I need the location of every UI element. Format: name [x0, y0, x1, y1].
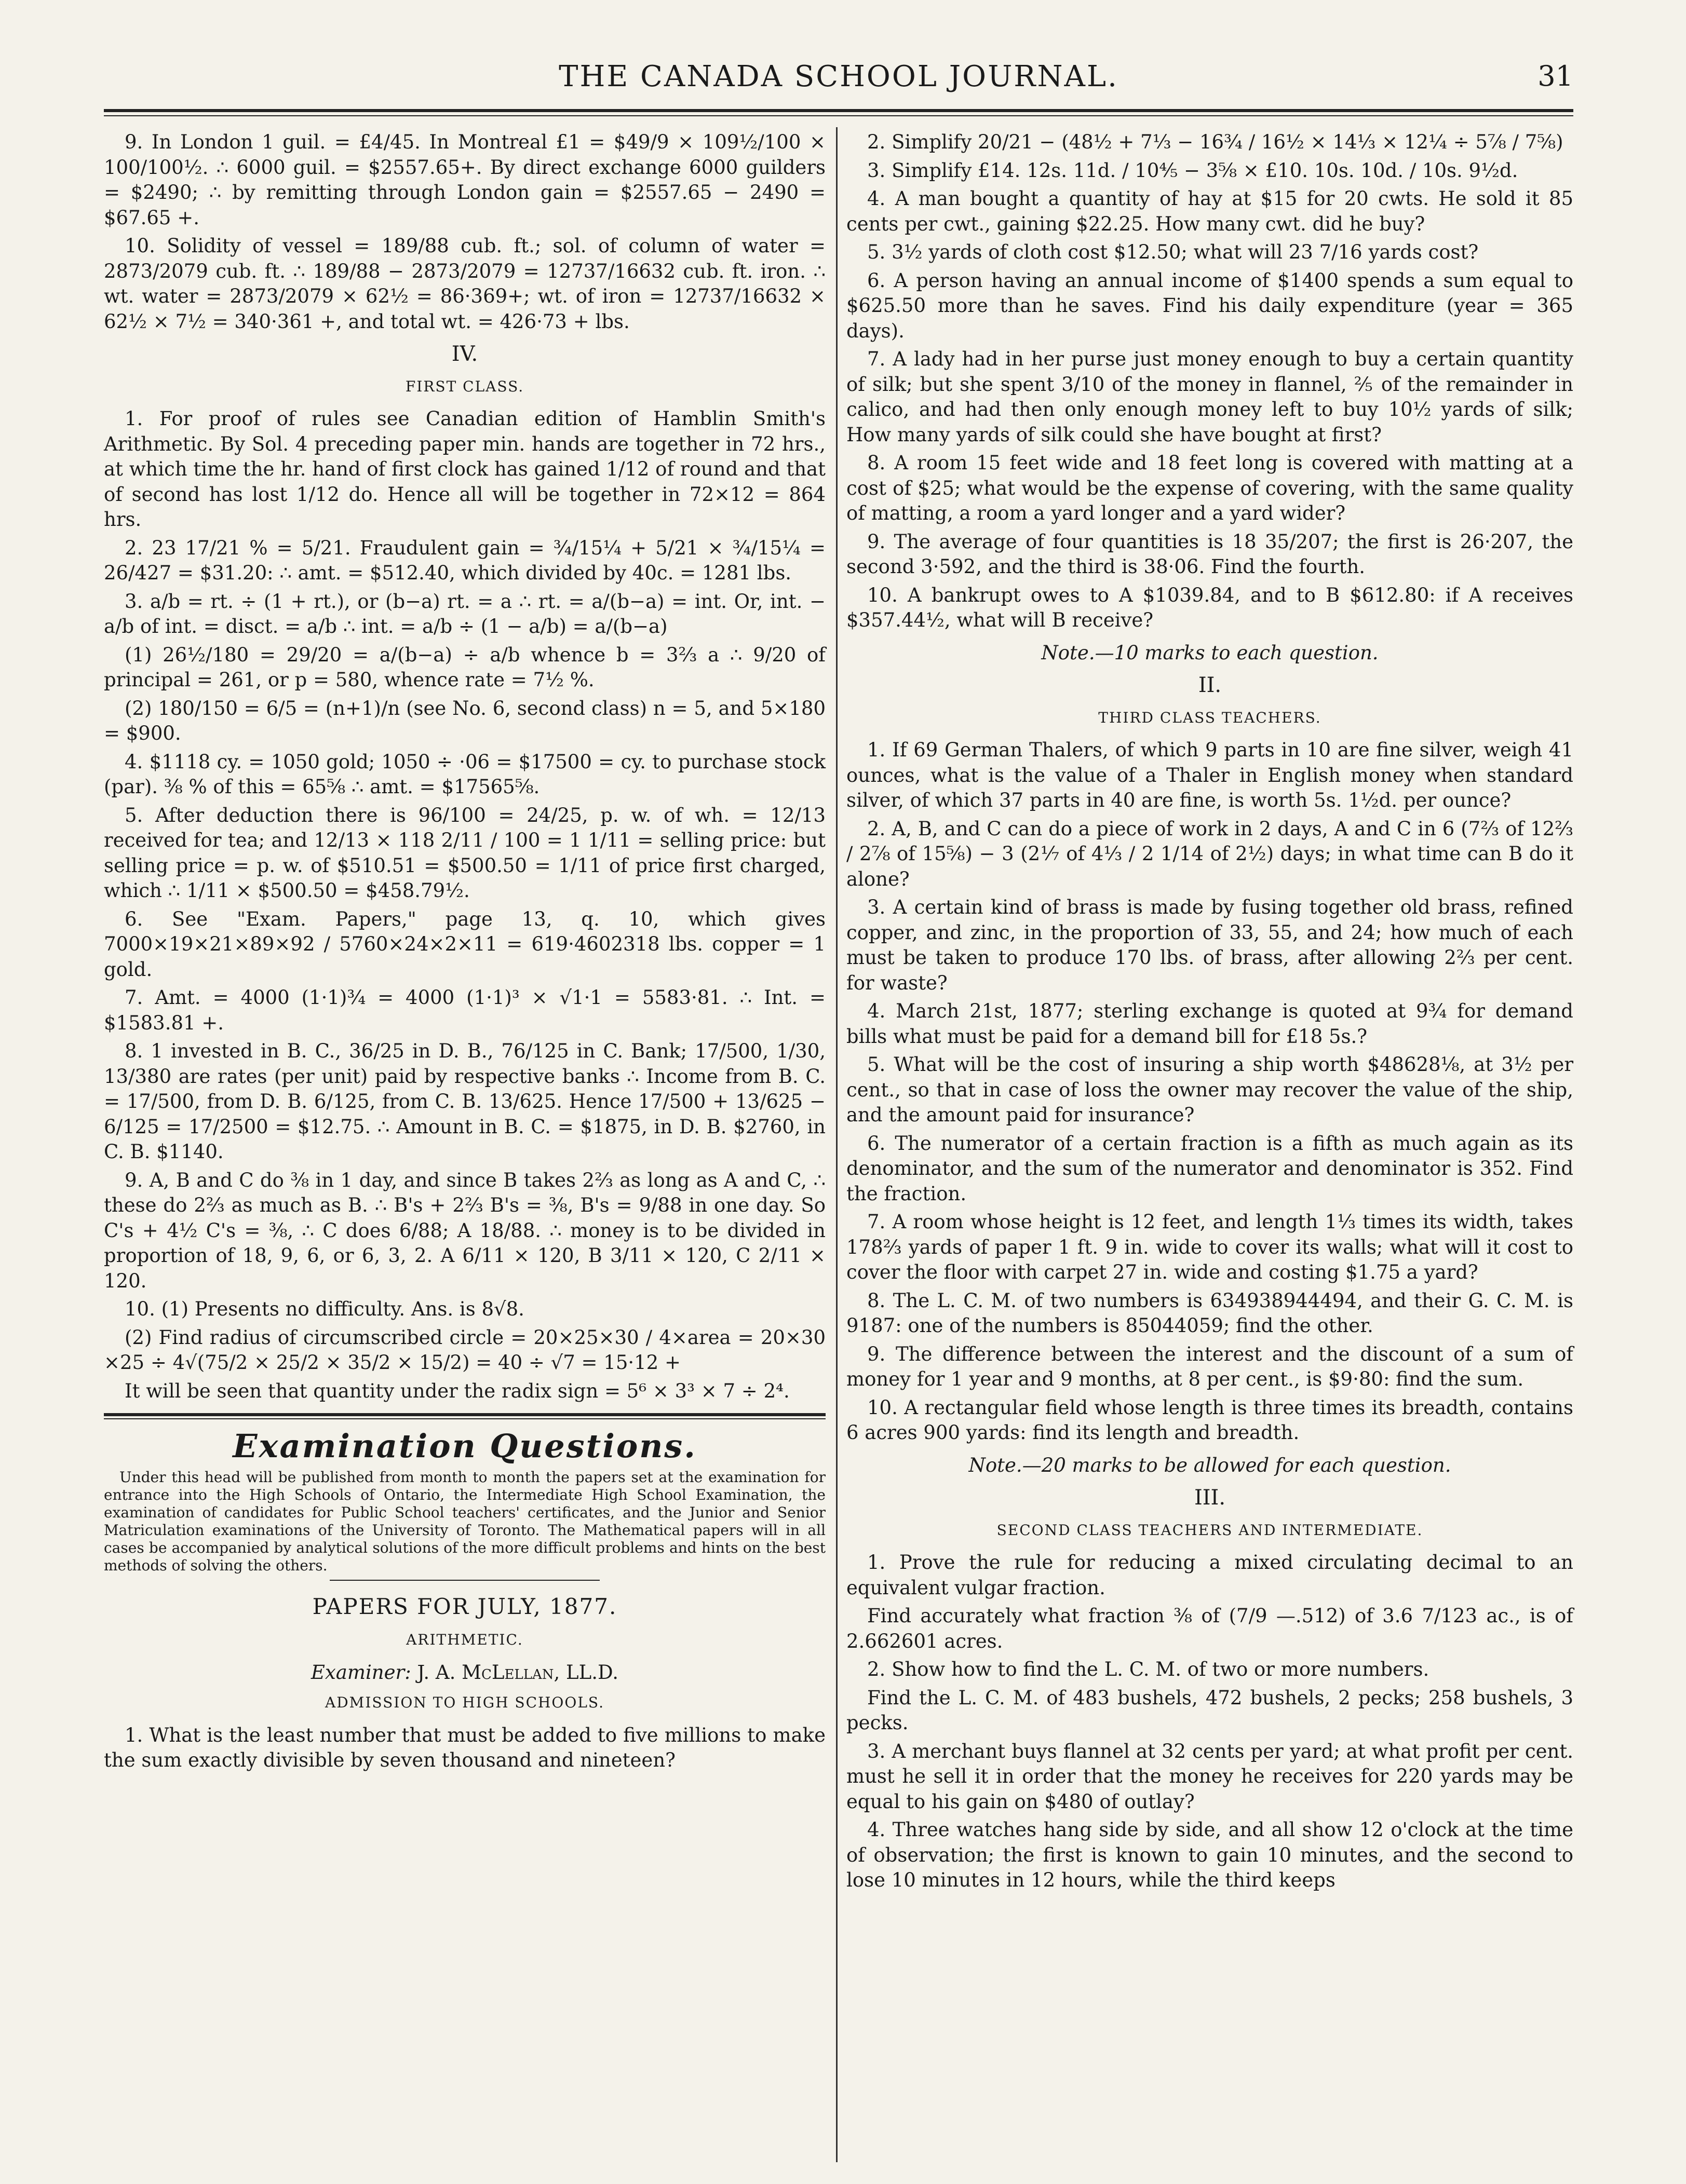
solution-iv-8: 8. 1 invested in B. C., 36/25 in D. B., 76/125 in C. Bank; 17/500, 1/30, 13/380 are rates (per unit) paid by respective banks ∴ Income from B. C. = 17/500, from D. B. 6/125, from C. B. 13/625. Hence 17/500 + 13/625 − 6/125 = 17/2500 = $12.75. ∴ Amount in B. C. = $1875, in D. B. $2760, in C. B. $1140.: [104, 1040, 826, 1163]
solution-iv-3: 3. a/b = rt. ÷ (1 + rt.), or (b−a) rt. = a ∴ rt. = a/(b−a) = int. Or, int. − a/b of int. = disct. = a/b ∴ int. = a/b ÷ (1 − a/b) = a/(b−a): [104, 590, 826, 637]
question-ii-2: 2. A, B, and C can do a piece of work in 2 days, A and C in 6 (7⅔ of 12⅔ / 2⅞ of 15⅝) − 3 (2⅐ of 4⅓ / 2 1/14 of 2½) days; in what time can B do it alone?: [846, 817, 1573, 890]
question-i-9: 9. The average of four quantities is 18 35/207; the first is 26·207, the second 3·592, and the third is 38·06. Find the fourth.: [846, 530, 1573, 578]
examiner-line: [104, 1660, 826, 1686]
header-rule-thin: [104, 115, 1573, 116]
page-header: [104, 60, 1573, 106]
header-rule: [104, 109, 1573, 112]
examiner-name: J. A. McLellan, LL.D.: [417, 1661, 619, 1684]
marks-note-2: [846, 1453, 1573, 1478]
question-ii-10: 10. A rectangular field whose length is three times its breadth, contains 6 acres 900 yards: find its length and breadth.: [846, 1396, 1573, 1444]
question-i-3: 3. Simplify £14. 12s. 11d. / 10⅘ − 3⅝ × £10. 10s. 10d. / 10s. 9½d.: [867, 159, 1518, 182]
question-ii-5: 5. What will be the cost of insuring a ship worth $48628⅛, at 3½ per cent., so that in case of loss the owner may recover the value of the ship, and the amount paid for insurance?: [846, 1053, 1573, 1126]
marks-note-1-text: Note.—10 marks to each question.: [1041, 641, 1379, 664]
section-rule: [104, 1413, 826, 1416]
question-ii-4: 4. March 21st, 1877; sterling exchange is quoted at 9¾ for demand bills what must be paid for a demand bill for £18 5s.?: [846, 1000, 1573, 1048]
question-ii-9: 9. The difference between the interest and the discount of a sum of money for 1 year and 9 months, at 8 per cent., is $9·80: find the sum.: [846, 1342, 1573, 1390]
examiner-label: Examiner:: [311, 1661, 411, 1684]
intro-rule: [330, 1580, 600, 1581]
question-i-8: 8. A room 15 feet wide and 18 feet long is covered with matting at a cost of $25; what would be the expense of covering, with the same quality of matting, a room a yard longer and a yard wider?: [846, 452, 1573, 524]
marks-note-1: [846, 641, 1573, 666]
solution-iv-2: 2. 23 17/21 % = 5/21. Fraudulent gain = ¾/15¼ + 5/21 × ¾/15¼ = 26/427 = $31.20: ∴ amt. = $512.40, which divided by 40c. = 1281 lbs.: [104, 536, 826, 584]
column-divider: [836, 127, 838, 2162]
examination-intro: Under this head will be published from month to month the papers set at the examination for entrance into the High Schools of Ontario, the Intermediate High School Examination, the examination of candidates for Public School teachers' certificates, and the Junior and Senior Matriculation examinations of the University of Toronto. The Mathematical papers will in all cases be accompanied by analytical solutions of the more difficult problems and hints on the best methods of solving the others.: [104, 1468, 826, 1574]
question-ii-8: 8. The L. C. M. of two numbers is 634938944494, and their G. C. M. is 9187: one of the numbers is 85044059; find the other.: [846, 1289, 1573, 1337]
solution-iv-10: 10. (1) Presents no difficulty. Ans. is 8√8.: [125, 1298, 524, 1320]
examination-questions-heading: Examination Questions.: [233, 1427, 697, 1465]
admission-heading: ADMISSION TO HIGH SCHOOLS.: [325, 1694, 604, 1711]
journal-title: THE CANADA SCHOOL JOURNAL.: [559, 60, 1118, 93]
page-number: 31: [1537, 60, 1573, 92]
question-ii-3: 3. A certain kind of brass is made by fusing together old brass, refined copper, and zinc, in the proportion of 33, 55, and 24; how much of each must be taken to produce 170 lbs. of brass, after allowing 2⅔ per cent. for waste?: [846, 896, 1573, 994]
question-iii-3: 3. A merchant buys flannel at 32 cents per yard; at what profit per cent. must he sell it in order that the money he receives for 220 yards may be equal to his gain on $480 of outlay?: [846, 1740, 1573, 1813]
question-iii-1b: Find accurately what fraction ⅜ of (7/9 —.512) of 3.6 7/123 ac., is of 2.662601 acres.: [846, 1605, 1573, 1652]
question-i-10: 10. A bankrupt owes to A $1039.84, and to B $612.80: if A receives $357.44½, what will B receive?: [846, 584, 1573, 631]
question-ii-1: 1. If 69 German Thalers, of which 9 parts in 10 are fine silver, weigh 41 ounces, what is the value of a Thaler in English money when standard silver, of which 37 parts in 40 are fine, is worth 5s. 1½d. per ounce?: [846, 739, 1573, 811]
section-heading-ii: II.: [1198, 673, 1222, 697]
solution-iv-10-3: It will be seen that quantity under the radix sign = 5⁶ × 3³ × 7 ÷ 2⁴.: [125, 1379, 790, 1402]
solution-iv-4: 4. $1118 cy. = 1050 gold; 1050 ÷ ·06 = $17500 = cy. to purchase stock (par). ⅜ % of this = 65⅝ ∴ amt. = $17565⅝.: [104, 750, 826, 798]
admission-question-1: 1. What is the least number that must be added to five millions to make the sum exactly divisible by seven thousand and nineteen?: [104, 1724, 826, 1771]
solution-iv-5: 5. After deduction there is 96/100 = 24/25, p. w. of wh. = 12/13 received for tea; and 12/13 × 118 2/11 / 100 = 1 1/11 = selling price: but selling price = p. w. of $510.51 = $500.50 = 1/11 of price first charged, which ∴ 1/11 × $500.50 = $458.79½.: [104, 804, 826, 902]
papers-heading: PAPERS FOR JULY, 1877.: [312, 1593, 617, 1619]
solution-iv-3-1: (1) 26½/180 = 29/20 = a/(b−a) ÷ a/b whence b = 3⅔ a ∴ 9/20 of principal = 261, or p = 580, whence rate = 7½ %.: [104, 643, 826, 691]
solution-iv-1: 1. For proof of rules see Canadian edition of Hamblin Smith's Arithmetic. By Sol. 4 preceding paper min. hands are together in 72 hrs., at which time the hr. hand of first clock has gained 1/12 of round and that of second has lost 1/12 do. Hence all will be together in 72×12 = 864 hrs.: [104, 408, 826, 531]
question-iii-2b: Find the L. C. M. of 483 bushels, 472 bushels, 2 pecks; 258 bushels, 3 pecks.: [846, 1686, 1573, 1734]
question-iii-2: 2. Show how to find the L. C. M. of two or more numbers.: [867, 1658, 1429, 1680]
question-i-7: 7. A lady had in her purse just money enough to buy a certain quantity of silk; but she spent 3/10 of the money in flannel, ⅖ of the remainder in calico, and had then only enough money left to buy 10½ yards of silk; How many yards of silk could she have bought at first?: [846, 348, 1573, 446]
arithmetic-heading: ARITHMETIC.: [406, 1631, 523, 1648]
solution-iv-9: 9. A, B and C do ⅜ in 1 day, and since B takes 2⅔ as long as A and C, ∴ these do 2⅔ as much as B. ∴ B's + 2⅔ B's = ⅜, B's = 9/88 in one day. So C's + 4½ C's = ⅜, ∴ C does 6/88; A 18/88. ∴ money is to be divided in proportion of 18, 9, 6, or 6, 3, 2. A 6/11 × 120, B 3/11 × 120, C 2/11 × 120.: [104, 1169, 826, 1292]
section-heading-iii: III.: [1194, 1486, 1226, 1510]
question-ii-7: 7. A room whose height is 12 feet, and length 1⅓ times its width, takes 178⅔ yards of paper 1 ft. 9 in. wide to cover its walls; what will it cost to cover the floor with carpet 27 in. wide and costing $1.75 a yard?: [846, 1211, 1573, 1283]
section-rule-thin: [104, 1418, 826, 1419]
third-class-heading: THIRD CLASS TEACHERS.: [1098, 709, 1321, 726]
section-heading-iv: IV.: [451, 342, 478, 366]
question-iii-1: 1. Prove the rule for reducing a mixed circulating decimal to an equivalent vulgar fraction.: [846, 1551, 1573, 1599]
question-i-5: 5. 3½ yards of cloth cost $12.50; what will 23 7/16 yards cost?: [867, 241, 1479, 263]
question-i-2: 2. Simplify 20/21 − (48½ + 7⅓ − 16¾ / 16½ × 14⅓ × 12¼ ÷ 5⅞ / 7⅝): [867, 131, 1563, 153]
left-column: [104, 130, 826, 1776]
right-column: [846, 130, 1573, 1896]
question-iii-4: 4. Three watches hang side by side, and all show 12 o'clock at the time of observation; the first is known to gain 10 minutes, and the second to lose 10 minutes in 12 hours, while the third keeps: [846, 1819, 1573, 1891]
first-class-heading: FIRST CLASS.: [405, 377, 524, 395]
solution-iv-7: 7. Amt. = 4000 (1·1)¾ = 4000 (1·1)³ × √1·1 = 5583·81. ∴ Int. = $1583.81 +.: [104, 986, 826, 1034]
solution-10: 10. Solidity of vessel = 189/88 cub. ft.; sol. of column of water = 2873/2079 cub. ft. ∴ 189/88 − 2873/2079 = 12737/16632 cub. ft. iron. ∴ wt. water = 2873/2079 × 62½ = 86·369+; wt. of iron = 12737/16632 × 62½ × 7½ = 340·361 +, and total wt. = 426·73 + lbs.: [104, 235, 826, 333]
second-class-heading: SECOND CLASS TEACHERS AND INTERMEDIATE.: [996, 1521, 1423, 1539]
solution-iv-10-2: (2) Find radius of circumscribed circle = 20×25×30 / 4×area = 20×30 ×25 ÷ 4√(75/2 × 25/2 × 35/2 × 15/2) = 40 ÷ √7 = 15·12 +: [104, 1326, 826, 1374]
question-ii-6: 6. The numerator of a certain fraction is a fifth as much again as its denominator, and the sum of the numerator and denominator is 352. Find the fraction.: [846, 1132, 1573, 1205]
solution-iv-6: 6. See "Exam. Papers," page 13, q. 10, which gives 7000×19×21×89×92 / 5760×24×2×11 = 619·4602318 lbs. copper = 1 gold.: [104, 907, 826, 981]
marks-note-2-text: Note.—20 marks to be allowed for each question.: [968, 1454, 1451, 1476]
question-i-6: 6. A person having an annual income of $1400 spends a sum equal to $625.50 more than he saves. Find his daily expenditure (year = 365 days).: [846, 269, 1573, 342]
solution-iv-3-2: (2) 180/150 = 6/5 = (n+1)/n (see No. 6, second class) n = 5, and 5×180 = $900.: [104, 697, 826, 744]
solution-9: 9. In London 1 guil. = £4/45. In Montreal £1 = $49/9 × 109½/100 × 100/100½. ∴ 6000 guil. = $2557.65+. By direct exchange 6000 guilders = $2490; ∴ by remitting through London gain = $2557.65 − 2490 = $67.65 +.: [104, 131, 826, 229]
question-i-4: 4. A man bought a quantity of hay at $15 for 20 cwts. He sold it 85 cents per cwt., gaining $22.25. How many cwt. did he buy?: [846, 187, 1573, 235]
